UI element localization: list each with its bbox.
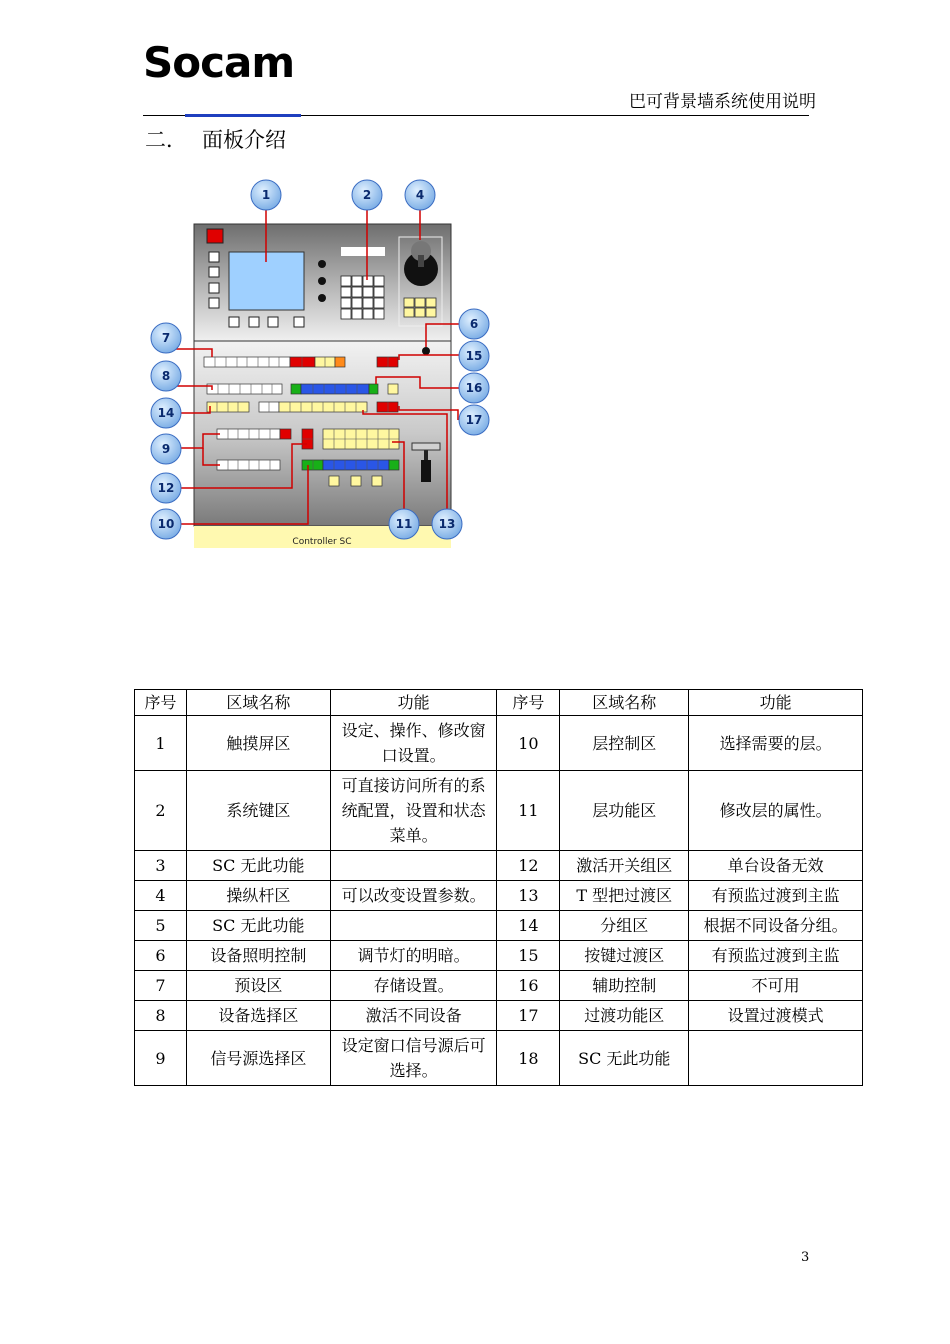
table-cell: 分组区 [560,911,689,941]
table-cell: 3 [135,851,187,881]
table-cell: 层控制区 [560,716,689,771]
table-cell: 10 [497,716,560,771]
table-cell [330,851,497,881]
table-row [135,971,863,1001]
table-cell: 5 [135,911,187,941]
company-logo: Socam [143,38,295,87]
callout-17: 17 [465,413,483,427]
header-function: 功能 [330,690,497,716]
callout-2: 2 [362,188,372,202]
table-cell: 9 [135,1031,187,1086]
table-cell: 2 [135,771,187,851]
callout-6: 6 [469,317,479,331]
table-cell: 设定窗口信号源后可选择。 [330,1031,497,1086]
table-cell: 可以改变设置参数。 [330,881,497,911]
table-row [135,851,863,881]
table-cell: 激活不同设备 [330,1001,497,1031]
table-cell: 调节灯的明暗。 [330,941,497,971]
table-cell: 15 [497,941,560,971]
section-heading [145,124,286,154]
table-cell: 设置过渡模式 [689,1001,863,1031]
callout-14: 14 [157,406,175,420]
header-index: 序号 [497,690,560,716]
callout-11: 11 [395,517,413,531]
table-cell: 修改层的属性。 [689,771,863,851]
callout-7: 7 [161,331,171,345]
table-cell: 单台设备无效 [689,851,863,881]
table-row [135,771,863,851]
table-cell: 预设区 [186,971,330,1001]
header-function: 功能 [689,690,863,716]
table-cell: 存储设置。 [330,971,497,1001]
table-cell: SC 无此功能 [186,911,330,941]
table-header-row [135,690,863,716]
table-cell: 选择需要的层。 [689,716,863,771]
callout-4: 4 [415,188,425,202]
table-cell: 12 [497,851,560,881]
table-cell: 根据不同设备分组。 [689,911,863,941]
controller-panel-diagram [145,175,495,555]
callout-10: 10 [157,517,175,531]
table-cell: 系统键区 [186,771,330,851]
document-title: 巴可背景墙系统使用说明 [629,92,816,112]
panel-caption: Controller SC [292,537,352,547]
header-index: 序号 [135,690,187,716]
table-cell: SC 无此功能 [186,851,330,881]
callout-13: 13 [438,517,456,531]
table-cell: 7 [135,971,187,1001]
callout-8: 8 [161,369,171,383]
callout-15: 15 [465,349,483,363]
header-rule-accent [185,114,301,117]
table-cell: T 型把过渡区 [560,881,689,911]
table-cell: 16 [497,971,560,1001]
table-cell: 17 [497,1001,560,1031]
table-cell: 按键过渡区 [560,941,689,971]
section-number: 二． [145,128,187,152]
table-cell: 信号源选择区 [186,1031,330,1086]
table-cell: 设备选择区 [186,1001,330,1031]
table-cell: 1 [135,716,187,771]
table-cell: 8 [135,1001,187,1031]
table-cell: 18 [497,1031,560,1086]
table-cell: 过渡功能区 [560,1001,689,1031]
section-title: 面板介绍 [202,128,286,152]
table-cell [330,911,497,941]
table-row [135,716,863,771]
table-cell: 触摸屏区 [186,716,330,771]
table-cell: 6 [135,941,187,971]
callout-9: 9 [161,442,171,456]
table-cell: 4 [135,881,187,911]
table-row [135,1001,863,1031]
table-row [135,1031,863,1086]
table-cell: 14 [497,911,560,941]
header-region-name: 区域名称 [186,690,330,716]
table-row [135,911,863,941]
panel-regions-table [134,689,863,1086]
table-cell: 有预监过渡到主监 [689,881,863,911]
table-cell: 有预监过渡到主监 [689,941,863,971]
table-cell: 13 [497,881,560,911]
table-cell: 11 [497,771,560,851]
table-cell: SC 无此功能 [560,1031,689,1086]
header-region-name: 区域名称 [560,690,689,716]
table-cell: 辅助控制 [560,971,689,1001]
table-row [135,881,863,911]
table-cell: 不可用 [689,971,863,1001]
table-cell: 可直接访问所有的系统配置，设置和状态菜单。 [330,771,497,851]
table-cell: 设备照明控制 [186,941,330,971]
table-cell: 设定、操作、修改窗口设置。 [330,716,497,771]
table-cell [689,1031,863,1086]
callout-16: 16 [465,381,483,395]
page-number: 3 [801,1250,810,1265]
table-cell: 激活开关组区 [560,851,689,881]
table-cell: 操纵杆区 [186,881,330,911]
callout-1: 1 [261,188,271,202]
table-row [135,941,863,971]
callout-12: 12 [157,481,175,495]
table-cell: 层功能区 [560,771,689,851]
